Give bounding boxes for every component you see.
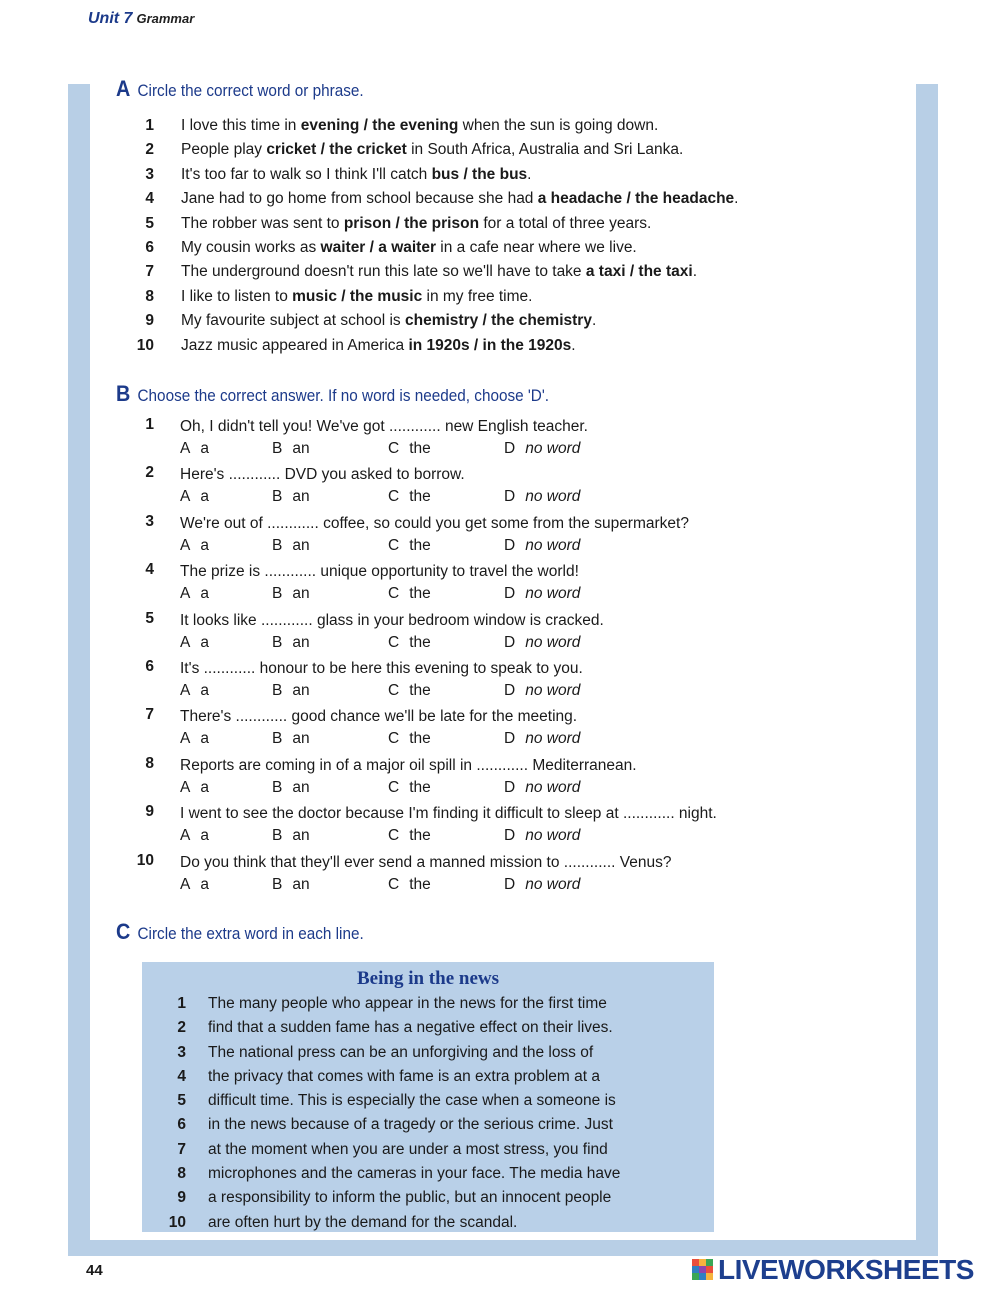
question-text: Here's ............ DVD you asked to borrow. (180, 466, 465, 484)
option-d[interactable] (504, 438, 580, 460)
news-line[interactable] (142, 1162, 714, 1186)
answer-choices[interactable]: in 1920s / in the 1920s (408, 336, 572, 354)
option-a[interactable] (180, 583, 209, 605)
item-number: 6 (145, 657, 154, 675)
unit-subtitle: Grammar (136, 11, 195, 26)
option-letter: C (388, 585, 400, 603)
section-c-letter: C (116, 919, 131, 944)
line-number: 10 (168, 1213, 186, 1231)
option-a[interactable] (180, 825, 209, 847)
liveworksheets-logo[interactable] (692, 1254, 974, 1286)
option-letter: A (180, 730, 191, 748)
option-d[interactable] (504, 535, 580, 557)
option-d[interactable] (504, 583, 580, 605)
option-value: an (292, 536, 310, 554)
option-letter: C (388, 778, 400, 796)
question-text: I went to see the doctor because I'm finding it difficult to sleep at ............ night. (180, 805, 717, 823)
item-text-before: It's too far to walk so I think I'll catch (181, 165, 432, 183)
question-text: It looks like ............ glass in your bedroom window is cracked. (180, 611, 604, 629)
section-a-item (118, 285, 898, 309)
section-a-item (118, 309, 898, 333)
section-c-heading (116, 919, 364, 945)
item-text-after: in South Africa, Australia and Sri Lanka. (406, 141, 684, 159)
news-text-box (142, 962, 714, 1232)
item-text-after: in my free time. (422, 287, 533, 305)
option-letter: B (272, 488, 283, 506)
option-letter: D (504, 875, 516, 893)
item-number: 8 (145, 754, 154, 772)
option-b[interactable] (272, 777, 310, 799)
option-letter: A (180, 536, 191, 554)
section-a-item (118, 187, 898, 211)
option-value: no word (525, 730, 581, 748)
news-line[interactable] (142, 1186, 714, 1210)
option-b[interactable] (272, 438, 310, 460)
option-letter: B (272, 827, 283, 845)
item-text-before: I like to listen to (181, 287, 293, 305)
option-value: an (292, 730, 310, 748)
section-b-item (118, 610, 918, 658)
option-letter: A (180, 585, 191, 603)
item-text-before: My cousin works as (181, 238, 321, 256)
line-number: 9 (177, 1189, 186, 1207)
option-a[interactable] (180, 728, 209, 750)
section-b-item (118, 803, 918, 851)
item-number: 9 (145, 312, 154, 330)
line-text[interactable]: in the news because of a tragedy or the serious crime. Just (208, 1116, 613, 1134)
section-a-item (118, 236, 898, 260)
news-line[interactable] (142, 1041, 714, 1065)
option-value: an (292, 585, 310, 603)
option-letter: B (272, 440, 283, 457)
option-b[interactable] (272, 728, 310, 750)
option-c[interactable] (388, 680, 431, 702)
unit-label: Unit 7 (88, 10, 133, 27)
line-number: 7 (177, 1140, 186, 1158)
item-text-before: The underground doesn't run this late so we'll have to take (181, 263, 586, 281)
item-text-after: for a total of three years. (479, 214, 652, 232)
option-a[interactable] (180, 535, 209, 557)
option-letter: D (504, 488, 516, 506)
option-value: no word (525, 585, 581, 603)
brand-name: LIVEWORKSHEETS (718, 1254, 974, 1285)
item-number: 4 (145, 190, 154, 208)
line-number: 5 (177, 1092, 186, 1110)
news-line[interactable] (142, 1113, 714, 1137)
section-a-list (118, 114, 898, 358)
option-letter: D (504, 440, 516, 457)
option-letter: C (388, 681, 400, 699)
line-number: 3 (177, 1043, 186, 1061)
section-b-item (118, 852, 918, 900)
option-letter: A (180, 633, 191, 651)
option-value: the (409, 585, 431, 603)
option-letter: C (388, 633, 400, 651)
item-number: 10 (136, 851, 154, 869)
item-number: 6 (145, 238, 154, 256)
option-letter: D (504, 778, 516, 796)
option-a[interactable] (180, 486, 209, 508)
option-b[interactable] (272, 825, 310, 847)
option-value: a (200, 875, 209, 893)
news-line[interactable] (142, 992, 714, 1016)
item-number: 5 (145, 214, 154, 232)
option-letter: D (504, 681, 516, 699)
section-b-item (118, 416, 918, 464)
item-text (181, 260, 697, 284)
item-number: 10 (136, 336, 154, 354)
option-a[interactable] (180, 680, 209, 702)
news-line[interactable] (142, 1211, 714, 1235)
question-text: Do you think that they'll ever send a manned mission to ............ Venus? (180, 853, 672, 871)
section-b-list (118, 416, 918, 900)
line-text[interactable]: microphones and the cameras in your face. The media have (208, 1165, 621, 1183)
section-a-item (118, 163, 898, 187)
option-b[interactable] (272, 874, 310, 896)
option-value: the (409, 633, 431, 651)
unit-header (88, 10, 194, 28)
option-value: an (292, 488, 310, 506)
option-letter: D (504, 536, 516, 554)
option-letter: A (180, 778, 191, 796)
option-letter: B (272, 585, 283, 603)
item-number: 5 (145, 609, 154, 627)
option-letter: C (388, 536, 400, 554)
news-box-title: Being in the news (357, 968, 499, 989)
item-number: 7 (145, 263, 154, 281)
section-b-letter: B (116, 381, 131, 406)
option-value: the (409, 827, 431, 845)
answer-choices[interactable]: a taxi / the taxi (585, 263, 693, 281)
option-d[interactable] (504, 825, 580, 847)
section-a-item (118, 114, 898, 138)
item-text-before: Jane had to go home from school because she had (181, 190, 538, 208)
item-text (181, 187, 738, 211)
option-letter: D (504, 730, 516, 748)
option-d[interactable] (504, 486, 580, 508)
item-number: 4 (145, 561, 154, 579)
item-text-after: . (527, 165, 532, 183)
option-letter: B (272, 778, 283, 796)
section-b-item (118, 706, 918, 754)
option-value: no word (525, 536, 581, 554)
option-value: the (409, 875, 431, 893)
line-text[interactable]: The many people who appear in the news for the first time (208, 995, 607, 1012)
answer-choices[interactable]: cricket / the cricket (266, 141, 407, 159)
section-a-item (118, 260, 898, 284)
answer-choices[interactable]: chemistry / the chemistry (405, 312, 592, 330)
option-letter: D (504, 827, 516, 845)
line-text[interactable]: difficult time. This is especially the case when a someone is (208, 1092, 616, 1110)
option-letter: A (180, 440, 191, 457)
option-value: an (292, 827, 310, 845)
option-value: the (409, 488, 431, 506)
item-text-after: . (591, 312, 597, 330)
option-value: an (292, 681, 310, 699)
item-text-after: . (692, 263, 698, 281)
option-value: no word (525, 778, 581, 796)
option-value: an (292, 778, 310, 796)
option-value: no word (525, 875, 581, 893)
page-number: 44 (86, 1262, 103, 1279)
line-text[interactable]: the privacy that comes with fame is an extra problem at a (208, 1067, 600, 1085)
section-a-heading (116, 76, 364, 102)
item-text (181, 138, 683, 162)
option-c[interactable] (388, 825, 431, 847)
answer-choices[interactable]: evening / the evening (300, 117, 459, 134)
item-text-before: People play (181, 141, 267, 159)
option-value: no word (525, 827, 581, 845)
option-value: an (292, 440, 310, 457)
item-text-after: . (571, 336, 576, 354)
option-value: a (200, 778, 209, 796)
question-text: The prize is ............ unique opportunity to travel the world! (180, 563, 579, 581)
option-c[interactable] (388, 535, 431, 557)
option-letter: B (272, 730, 283, 748)
option-value: no word (525, 440, 581, 457)
option-b[interactable] (272, 680, 310, 702)
option-value: an (292, 633, 310, 651)
item-number: 7 (145, 706, 154, 724)
line-number: 8 (177, 1165, 186, 1183)
line-text[interactable]: are often hurt by the demand for the scandal. (208, 1213, 518, 1231)
item-text (181, 334, 576, 358)
option-value: an (292, 875, 310, 893)
question-text: It's ............ honour to be here this evening to speak to you. (180, 659, 583, 677)
item-number: 2 (145, 464, 154, 482)
item-text (181, 309, 596, 333)
item-text-after: . (734, 190, 739, 208)
line-text[interactable]: a responsibility to inform the public, but an innocent people (208, 1189, 612, 1207)
section-b-item (118, 658, 918, 706)
option-c[interactable] (388, 583, 431, 605)
news-line[interactable] (142, 1016, 714, 1040)
item-text-after: when the sun is going down. (458, 117, 659, 134)
section-b-item (118, 513, 918, 561)
option-a[interactable] (180, 438, 209, 460)
option-value: a (200, 536, 209, 554)
option-letter: B (272, 681, 283, 699)
option-c[interactable] (388, 438, 431, 460)
item-text-before: Jazz music appeared in America (181, 336, 409, 354)
news-line[interactable] (142, 1138, 714, 1162)
option-b[interactable] (272, 486, 310, 508)
item-text (181, 285, 532, 309)
news-lines (142, 992, 714, 1235)
option-value: no word (525, 488, 581, 506)
option-letter: A (180, 488, 191, 506)
option-b[interactable] (272, 632, 310, 654)
option-letter: A (180, 827, 191, 845)
option-d[interactable] (504, 728, 580, 750)
section-a-item (118, 212, 898, 236)
section-a-letter: A (116, 76, 131, 101)
option-d[interactable] (504, 874, 580, 896)
option-letter: C (388, 440, 400, 457)
option-value: the (409, 536, 431, 554)
section-b-item (118, 755, 918, 803)
option-value: the (409, 440, 431, 457)
section-c-instruction: Circle the extra word in each line. (137, 924, 364, 943)
line-number: 6 (177, 1116, 186, 1134)
item-number: 1 (145, 117, 154, 134)
option-letter: D (504, 585, 516, 603)
section-a-instruction: Circle the correct word or phrase. (137, 81, 364, 100)
option-letter: B (272, 536, 283, 554)
news-line[interactable] (142, 1089, 714, 1113)
section-b-heading (116, 381, 549, 407)
option-value: a (200, 730, 209, 748)
option-value: a (200, 681, 209, 699)
option-value: a (200, 585, 209, 603)
option-value: the (409, 730, 431, 748)
item-text (181, 212, 651, 236)
line-text[interactable]: at the moment when you are under a most stress, you find (208, 1140, 608, 1158)
option-c[interactable] (388, 777, 431, 799)
option-value: a (200, 633, 209, 651)
question-text: Reports are coming in of a major oil spill in ............ Mediterranean. (180, 756, 637, 774)
option-value: a (200, 488, 209, 506)
option-a[interactable] (180, 632, 209, 654)
option-c[interactable] (388, 486, 431, 508)
option-a[interactable] (180, 777, 209, 799)
question-text: Oh, I didn't tell you! We've got ............ new English teacher. (180, 418, 588, 435)
option-value: no word (525, 633, 581, 651)
line-text[interactable]: The national press can be an unforgiving and the loss of (208, 1043, 594, 1061)
section-b-instruction: Choose the correct answer. If no word is needed, choose 'D'. (137, 386, 550, 405)
option-d[interactable] (504, 680, 580, 702)
item-text (181, 114, 658, 138)
item-number: 9 (145, 803, 154, 821)
option-d[interactable] (504, 777, 580, 799)
answer-choices[interactable]: music / the music (292, 287, 423, 305)
option-b[interactable] (272, 535, 310, 557)
news-line[interactable] (142, 1065, 714, 1089)
line-number: 1 (177, 995, 186, 1012)
option-c[interactable] (388, 632, 431, 654)
option-letter: A (180, 875, 191, 893)
option-letter: B (272, 633, 283, 651)
option-letter: C (388, 875, 400, 893)
item-text (181, 163, 531, 187)
question-text: There's ............ good chance we'll be late for the meeting. (180, 708, 578, 726)
option-letter: C (388, 730, 400, 748)
item-number: 3 (145, 165, 154, 183)
line-number: 4 (177, 1067, 186, 1085)
option-d[interactable] (504, 632, 580, 654)
option-letter: C (388, 827, 400, 845)
answer-choices[interactable]: prison / the prison (343, 214, 480, 232)
option-value: no word (525, 681, 581, 699)
answer-choices[interactable]: a headache / the headache (537, 190, 735, 208)
option-letter: C (388, 488, 400, 506)
item-number: 3 (145, 512, 154, 530)
option-letter: A (180, 681, 191, 699)
option-c[interactable] (388, 728, 431, 750)
item-number: 2 (145, 141, 154, 159)
item-number: 8 (145, 287, 154, 305)
answer-choices[interactable]: waiter / a waiter (320, 238, 436, 256)
option-value: the (409, 681, 431, 699)
option-value: the (409, 778, 431, 796)
option-b[interactable] (272, 583, 310, 605)
item-number: 1 (145, 416, 154, 433)
option-letter: D (504, 633, 516, 651)
section-a-item (118, 334, 898, 358)
item-text-before: My favourite subject at school is (181, 312, 405, 330)
item-text-before: The robber was sent to (181, 214, 344, 232)
item-text-before: I love this time in (181, 117, 301, 134)
option-a[interactable] (180, 874, 209, 896)
section-a-item (118, 138, 898, 162)
item-text-after: in a cafe near where we live. (436, 238, 637, 256)
liveworksheets-icon (692, 1259, 714, 1281)
option-letter: B (272, 875, 283, 893)
option-c[interactable] (388, 874, 431, 896)
answer-choices[interactable]: bus / the bus (431, 165, 528, 183)
option-value: a (200, 827, 209, 845)
section-b-item (118, 561, 918, 609)
line-text[interactable]: find that a sudden fame has a negative effect on their lives. (208, 1019, 613, 1037)
option-value: a (200, 440, 209, 457)
line-number: 2 (177, 1019, 186, 1037)
question-text: We're out of ............ coffee, so could you get some from the supermarket? (180, 514, 689, 532)
item-text (181, 236, 637, 260)
section-b-item (118, 464, 918, 512)
